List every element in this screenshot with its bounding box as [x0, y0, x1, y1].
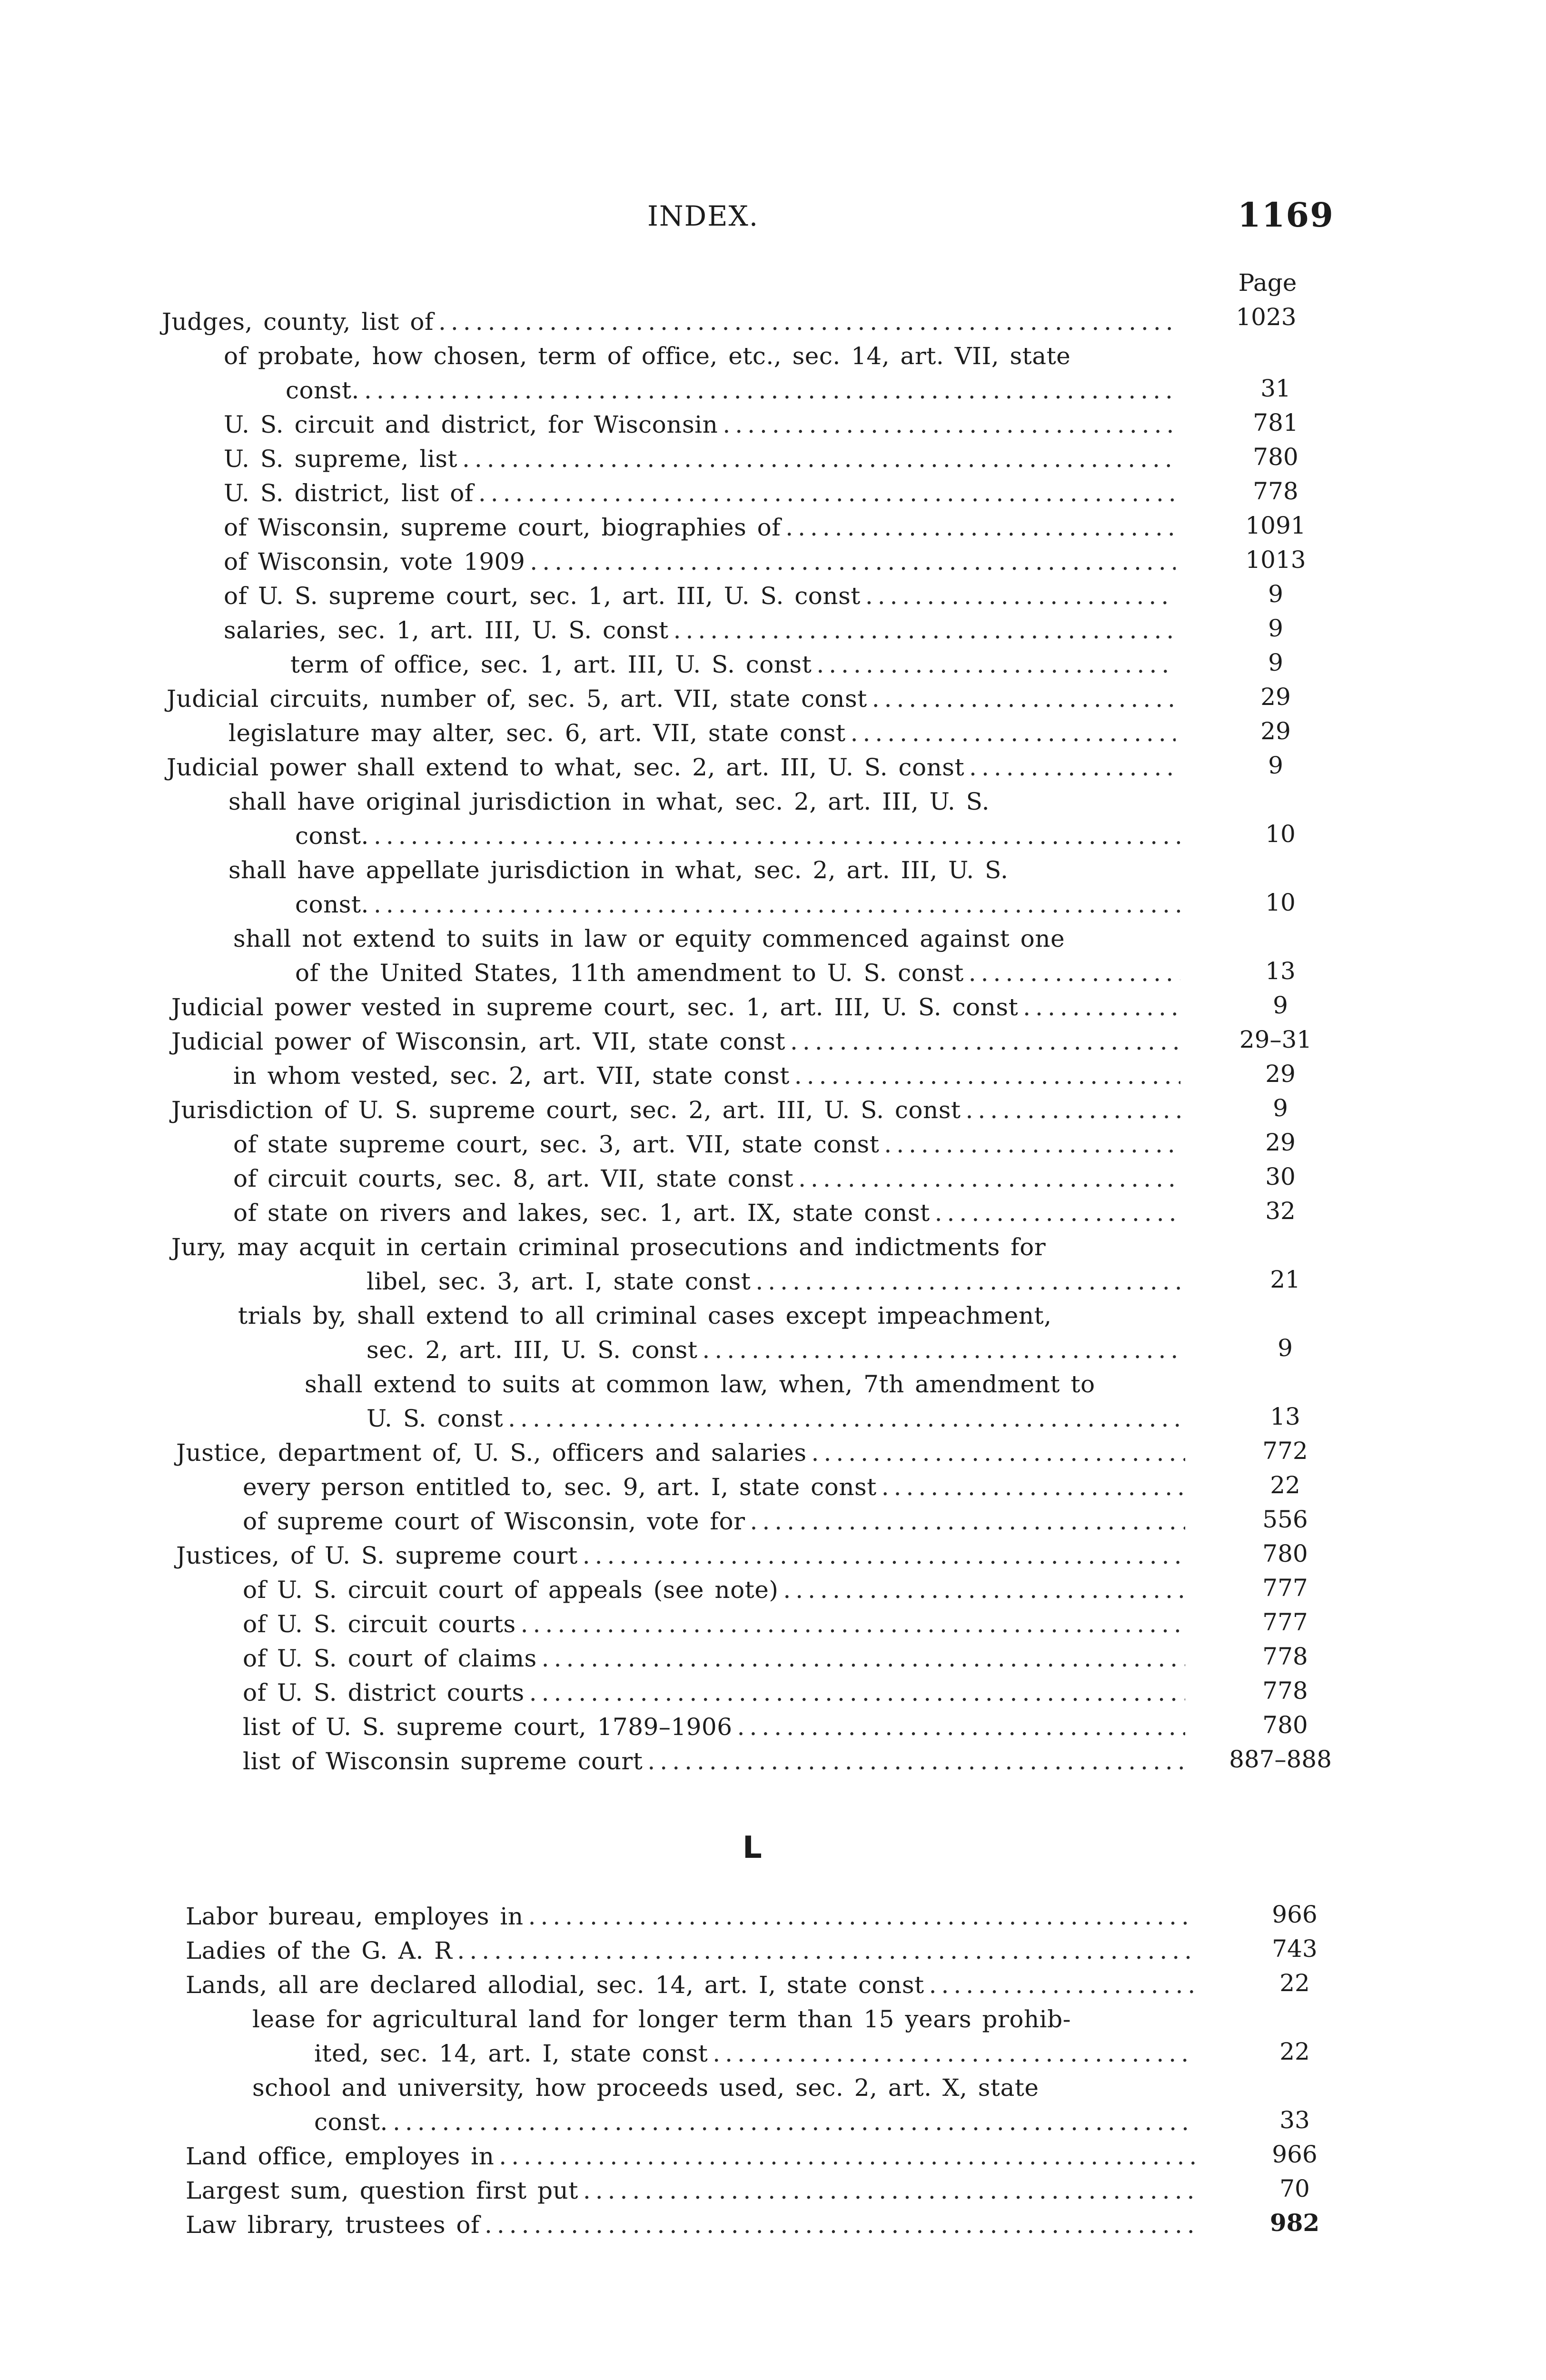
- index-entry: shall have appellate jurisdiction in what, sec. 2, art. III, U. S.: [228, 856, 1009, 884]
- index-entry: Law library, trustees of .....: [186, 2208, 1199, 2242]
- index-entry: of U. S. district courts .....: [243, 1676, 1190, 1710]
- page-ref: 29: [1265, 1129, 1296, 1156]
- page-column-label: Page: [1238, 269, 1297, 297]
- page-ref: 777: [1262, 1574, 1308, 1602]
- page-ref: 29: [1260, 717, 1291, 745]
- index-entry: shall extend to suits at common law, when, 7th amendment to: [305, 1370, 1095, 1398]
- index-entry: Labor bureau, employes in .....: [186, 1899, 1199, 1934]
- page-ref: 966: [1272, 2141, 1318, 2168]
- index-entry: of U. S. court of claims .....: [243, 1641, 1190, 1676]
- page-ref: 9: [1273, 1094, 1288, 1122]
- index-entry: trials by, shall extend to all criminal cases except impeachment,: [238, 1302, 1052, 1329]
- index-entry: shall have original jurisdiction in what, sec. 2, art. III, U. S.: [228, 788, 990, 815]
- index-entry: Lands, all are declared allodial, sec. 14, art. I, state const .....: [186, 1968, 1199, 2002]
- index-entry: libel, sec. 3, art. I, state const .....: [367, 1264, 1190, 1299]
- section-letter-l: L: [743, 1830, 762, 1865]
- index-entry: list of U. S. supreme court, 1789–1906 .....: [243, 1710, 1190, 1744]
- index-entry: Judges, county, list of .....: [162, 305, 1176, 339]
- page-number: 1169: [1238, 195, 1334, 235]
- page-ref: 22: [1279, 2038, 1310, 2065]
- index-entry: ited, sec. 14, art. I, state const .....: [314, 2036, 1199, 2071]
- page-ref: 29–31: [1239, 1026, 1312, 1053]
- page-ref: 743: [1272, 1935, 1318, 1963]
- running-head: INDEX.: [647, 200, 759, 232]
- index-entry: Judicial circuits, number of, sec. 5, art. VII, state const .....: [167, 682, 1180, 716]
- index-entry: Justice, department of, U. S., officers and salaries .....: [176, 1436, 1190, 1470]
- index-entry: U. S. circuit and district, for Wisconsin .....: [224, 407, 1180, 442]
- index-entry: Jury, may acquit in certain criminal prosecutions and indictments for: [171, 1233, 1046, 1261]
- page-ref: 9: [1268, 580, 1283, 608]
- page-ref: 982: [1269, 2209, 1320, 2237]
- index-entry: every person entitled to, sec. 9, art. I, state const .....: [243, 1470, 1190, 1504]
- index-entry: term of office, sec. 1, art. III, U. S. const .....: [290, 647, 1180, 682]
- index-entry: lease for agricultural land for longer term than 15 years prohib-: [252, 2005, 1071, 2033]
- index-entry: of state supreme court, sec. 3, art. VII, state const .....: [233, 1127, 1185, 1161]
- page-ref: 778: [1262, 1643, 1308, 1670]
- index-entry: list of Wisconsin supreme court .....: [243, 1744, 1190, 1778]
- page-ref: 780: [1262, 1540, 1308, 1567]
- index-entry: const. .....: [286, 373, 1180, 407]
- page-ref: 22: [1279, 1969, 1310, 1997]
- page-ref: 9: [1268, 649, 1283, 676]
- index-entry: U. S. const .....: [367, 1401, 1190, 1436]
- index-entry: legislature may alter, sec. 6, art. VII, state const .....: [228, 716, 1180, 750]
- page-ref: 9: [1278, 1334, 1293, 1362]
- index-entry: Land office, employes in .....: [186, 2139, 1199, 2173]
- index-entry: Judicial power of Wisconsin, art. VII, state const .....: [171, 1024, 1185, 1059]
- page-ref: 1091: [1245, 512, 1306, 539]
- page-ref: 29: [1265, 1060, 1296, 1088]
- index-entry: of Wisconsin, supreme court, biographies of .....: [224, 510, 1180, 545]
- page-ref: 70: [1279, 2175, 1310, 2202]
- page-ref: 13: [1270, 1403, 1300, 1430]
- page-ref: 780: [1262, 1711, 1308, 1739]
- page-ref: 1023: [1236, 303, 1297, 331]
- index-entry: of U. S. circuit court of appeals (see note) .....: [243, 1573, 1190, 1607]
- page-ref: 22: [1270, 1471, 1300, 1499]
- index-entry: of Wisconsin, vote 1909 .....: [224, 545, 1180, 579]
- page-ref: 1013: [1245, 546, 1306, 574]
- page-ref: 31: [1260, 375, 1291, 402]
- index-entry: Judicial power vested in supreme court, sec. 1, art. III, U. S. const .....: [171, 990, 1185, 1024]
- page-ref: 772: [1262, 1437, 1308, 1465]
- page-ref: 29: [1260, 683, 1291, 711]
- index-entry: of state on rivers and lakes, sec. 1, art. IX, state const .....: [233, 1196, 1185, 1230]
- index-entry: school and university, how proceeds used, sec. 2, art. X, state: [252, 2074, 1039, 2102]
- index-entry: Largest sum, question first put .....: [186, 2173, 1199, 2208]
- index-entry: const. .....: [295, 819, 1185, 853]
- page-ref: 9: [1268, 615, 1283, 642]
- index-entry: of supreme court of Wisconsin, vote for .....: [243, 1504, 1190, 1538]
- index-entry: of the United States, 11th amendment to U. S. const .....: [295, 956, 1185, 990]
- page-ref: 30: [1265, 1163, 1296, 1190]
- index-entry: U. S. supreme, list .....: [224, 442, 1180, 476]
- index-entry: Justices, of U. S. supreme court .....: [176, 1538, 1190, 1573]
- index-entry: const. .....: [314, 2105, 1199, 2139]
- page-ref: 13: [1265, 957, 1296, 985]
- index-entry: shall not extend to suits in law or equity commenced against one: [233, 925, 1065, 952]
- page-ref: 21: [1270, 1266, 1300, 1293]
- page-ref: 32: [1265, 1197, 1296, 1225]
- index-entry: Ladies of the G. A. R .....: [186, 1934, 1199, 1968]
- page-ref: 966: [1272, 1901, 1318, 1928]
- page-ref: 778: [1262, 1677, 1308, 1705]
- page-ref: 10: [1265, 820, 1296, 848]
- index-entry: of U. S. circuit courts .....: [243, 1607, 1190, 1641]
- page-ref: 10: [1265, 889, 1296, 916]
- index-entry: const. .....: [295, 887, 1185, 922]
- page-ref: 778: [1253, 477, 1298, 505]
- index-entry: sec. 2, art. III, U. S. const .....: [367, 1333, 1190, 1367]
- page-ref: 777: [1262, 1608, 1308, 1636]
- page-ref: 887–888: [1229, 1745, 1332, 1773]
- page-ref: 33: [1279, 2106, 1310, 2134]
- page-ref: 9: [1273, 992, 1288, 1019]
- index-entry: in whom vested, sec. 2, art. VII, state const .....: [233, 1059, 1185, 1093]
- index-entry: of U. S. supreme court, sec. 1, art. III, U. S. const .....: [224, 579, 1180, 613]
- page-ref: 9: [1268, 752, 1283, 779]
- page-ref: 780: [1253, 443, 1298, 471]
- index-entry: of circuit courts, sec. 8, art. VII, state const .....: [233, 1161, 1185, 1196]
- page-ref: 556: [1262, 1506, 1308, 1533]
- index-entry: salaries, sec. 1, art. III, U. S. const .....: [224, 613, 1180, 647]
- index-entry: Judicial power shall extend to what, sec. 2, art. III, U. S. const .....: [167, 750, 1180, 784]
- index-entry: of probate, how chosen, term of office, etc., sec. 14, art. VII, state: [224, 342, 1071, 370]
- index-entry: U. S. district, list of .....: [224, 476, 1180, 510]
- page-ref: 781: [1253, 409, 1298, 436]
- index-entry: Jurisdiction of U. S. supreme court, sec. 2, art. III, U. S. const .....: [171, 1093, 1185, 1127]
